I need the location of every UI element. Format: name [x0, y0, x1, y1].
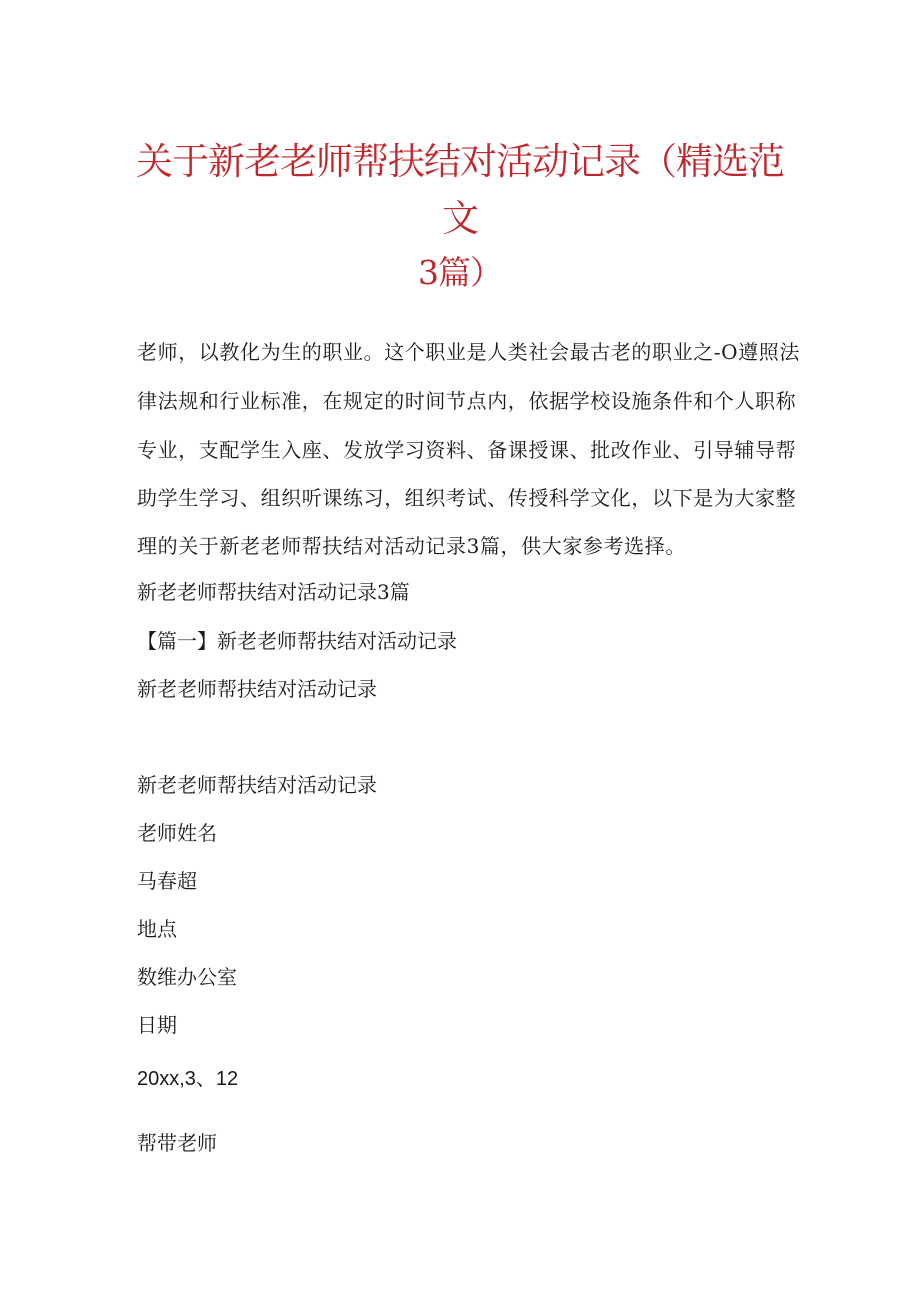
teacher-name-value: 马春超 [137, 869, 197, 893]
date-label: 日期 [137, 1013, 177, 1037]
intro-paragraph-line: 专业，支配学生入座、发放学习资料、备课授课、批改作业、引导辅导帮 [137, 438, 797, 462]
teacher-name-label: 老师姓名 [137, 821, 217, 845]
mentor-teacher-label: 帮带老师 [137, 1131, 217, 1155]
intro-paragraph-line: 老师，以教化为生的职业。这个职业是人类社会最古老的职业之-O遵照法 [137, 340, 800, 364]
series-heading: 新老老师帮扶结对活动记录3篇 [137, 580, 410, 604]
document-title-line-1: 关于新老老师帮扶结对活动记录（精选范 [136, 140, 784, 183]
section-heading: 【篇一】新老老师帮扶结对活动记录 [137, 629, 457, 653]
form-title: 新老老师帮扶结对活动记录 [137, 773, 377, 797]
document-title-line-3: 3篇） [418, 253, 502, 292]
location-label: 地点 [137, 917, 177, 941]
record-title: 新老老师帮扶结对活动记录 [137, 677, 377, 701]
date-value: 20xx,3、12 [137, 1068, 239, 1090]
intro-paragraph-line: 助学生学习、组织听课练习，组织考试、传授科学文化，以下是为大家整 [137, 486, 797, 510]
location-value: 数维办公室 [137, 965, 237, 989]
intro-paragraph-line: 理的关于新老老师帮扶结对活动记录3篇，供大家参考选择。 [137, 534, 686, 558]
intro-paragraph-line: 律法规和行业标准，在规定的时间节点内，依据学校设施条件和个人职称 [137, 389, 797, 413]
document-title-line-2: 文 [442, 197, 478, 240]
